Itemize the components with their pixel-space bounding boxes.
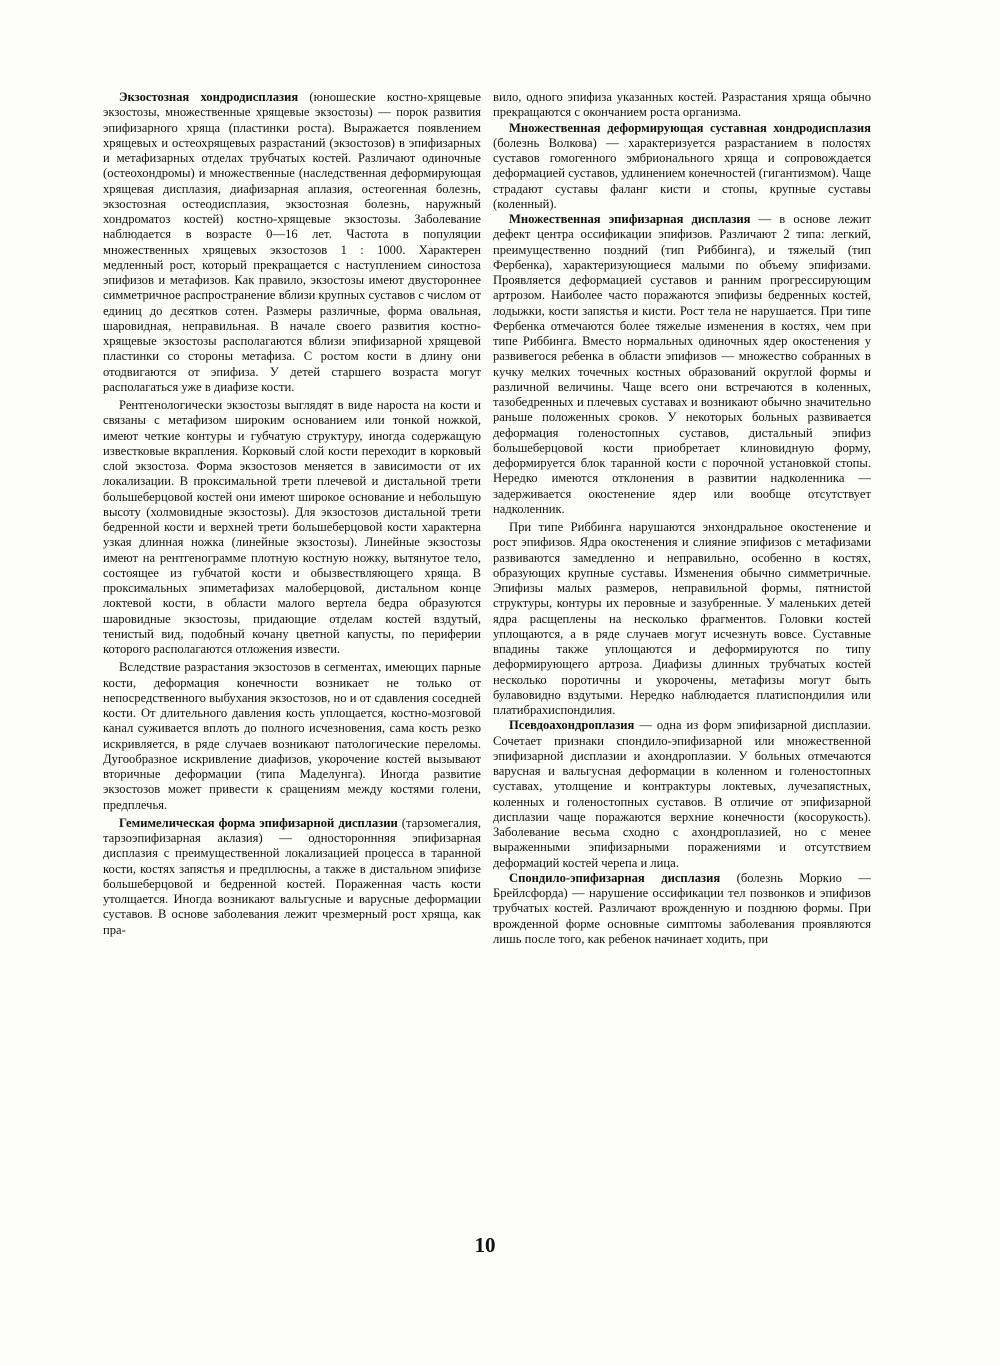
paragraph-text: (болезнь Моркио — Брейлсфорда) — нарушение оссификации тел позвонков и эпифизов трубчатых костей. Различают врожденную и позднюю формы. При врожденной форме основные симптомы заболевания проявляются лишь после того, как ребенок начинает ходить, при — [493, 870, 871, 946]
paragraph-text: — в основе лежит дефект центра оссификации эпифизов. Различают 2 типа: легкий, преимущественно поздний (тип Риббинга), и тяжелый (тип Фербенка), характеризующиеся малыми по объему эпифизами. Проявляется деформацией суставов и ранним прогрессирующим артрозом. Наиболее часто поражаются эпифизы бедренных костей, лодыжки, кости запястья и кисти. Рост тела не нарушается. При типе Фербенка отмечаются более тяжелые изменения в костях, чем при типе Риббинга. Вместо нормальных одиночных ядер окостенения у развивегося ребенка в области эпифизов — множество собранных в кучку мелких точечных костных образований округлой формы и различной величины. Чаще всего они встречаются в коленных, тазобедренных и плечевых суставах и возникают обычно значительно раньше положенных сроков. У некоторых больных развивается деформация голеностопных суставов, дистальный эпифиз большеберцовой кости приобретает клиновидную форму, деформируется блок таранной кости с порочной установкой стопы. Нередко имеются отклонения в развитии надколенника — задерживается окостенение ядер или вообще отсутствует надколенник. — [493, 212, 872, 516]
paragraph-continuation: вило, одного эпифиза указанных костей. Разрастания хряща обычно прекращаются с окончанием роста организма. — [493, 90, 871, 120]
paragraph-spondylo-epiphyseal-dysplasia — [493, 871, 871, 947]
paragraph-joint-chondrodysplasia — [493, 121, 871, 213]
paragraph-text: — одна из форм эпифизарной дисплазии. Сочетает признаки спондило-эпифизарной или множественной эпифизарной дисплазии и ахондроплазии. У больных отмечаются варусная и вальгусная деформации в коленном и голеностопных суставах, утолщение и контрактуры локтевых, лучезапястных, коленных и голеностопных суставов. В отличие от эпифизарной дисплазии чаще поражаются верхние конечности (косорукость). Заболевание весьма сходно с ахондроплазией, но с менее выраженными эпифизарными поражениями и отсутствием деформаций костей черепа и лица. — [493, 718, 871, 870]
paragraph-ribbing-type: При типе Риббинга нарушаются энхондральное окостенение и рост эпифизов. Ядра окостенения и слияние эпифизов с метафизами развиваются замедленно и неправильно, особенно в костях, образующих крупные суставы. Изменения обычно симметричные. Эпифизы малых размеров, неправильной формы, пятнистой структуры, контуры их перовные и зазубренные. У маленьких детей ядра расщеплены на несколько фрагментов. Головки костей уплощаются, а в ряде случаев могут исчезнуть вовсе. Суставные впадины также уплощаются и деформируются по типу деформирующего артроза. Диафизы длинных трубчатых костей несколько поротичны и укорочены, метафизы могут быть булавовидно вздутыми. Нередко наблюдается платиспондилия или платибрахиспондилия. — [493, 520, 871, 717]
left-column — [103, 90, 481, 938]
paragraph-hemimelic-form — [103, 816, 481, 938]
paragraph-pseudoachondroplasia — [493, 718, 871, 871]
paragraph-deformation: Вследствие разрастания экзостозов в сегментах, имеющих парные кости, деформация конечности возникает не только от непосредственного выбухания экзостозов, но и от сдавления соседней кости. От длительного давления кость уплощается, костно-мозговой канал суживается вплоть до полного исчезновения, сама кость резко искривляется, в ряде случаев возникают патологические переломы. Дугообразное искривление диафизов, укорочение костей вызывают вторичные деформации (типа Маделунга). Иногда развитие экзостозов может привести к сращениям между костями голени, предплечья. — [103, 660, 481, 812]
term-heading: Множественная деформирующая суставная хондродисплазия — [509, 120, 871, 135]
page-number: 10 — [474, 1233, 496, 1257]
paragraph-exostotic-chondrodysplasia — [103, 90, 481, 395]
term-heading: Спондило-эпифизарная дисплазия — [509, 870, 721, 885]
right-column — [493, 90, 871, 947]
term-heading: Гемимелическая форма эпифизарной дисплазии — [119, 815, 398, 830]
term-heading: Экзостозная хондродисплазия — [119, 90, 299, 104]
paragraph-multiple-epiphyseal-dysplasia — [493, 212, 871, 517]
term-heading: Множественная эпифизарная дисплазия — [509, 212, 751, 226]
paragraph-text: (тарзомегалия, тарзоэпифизарная аклазия) — одностороннняя эпифизарная дисплазия с преимущественной локализацией процесса в таранной кости, костях запястья и предплюсны, а также в дистальном эпифизе большеберцовой и бедренной костей. Пораженная часть кости утолщается. Иногда возникают вальгусные и варусные деформации суставов. В основе заболевания лежит чрезмерный рост хряща, как пра- — [103, 815, 482, 937]
paragraph-text: (болезнь Волкова) — характеризуется разрастанием в полостях суставов гомогенного эмбрионального хряща и сопровождается деформацией суставов, удлинением конечностей (гигантизмом). Чаще страдают суставы фаланг кисти и стопы, крупные суставы (коленный). — [493, 135, 871, 211]
paragraph-text: (юношеские костно-хрящевые экзостозы, множественные хрящевые экзостозы) — порок развития эпифизарного хряща (пластинки роста). Выражается появлением хрящевых и остеохрящевых разрастаний (экзостозов) в эпифизарных и метафизарных отделах трубчатых костей. Различают одиночные (остеохондромы) и множественные (наследственная деформирующая хрящевая дисплазия, диафизарная аплазия, остеогенная болезнь, экзостозная остеодисплазия, экзостозная болезнь, наружный хондроматоз костей) костно-хрящевые экзостозы. Заболевание наблюдается в возрасте 0—16 лет. Частота в популяции множественных хрящевых экзостозов 1 : 1000. Характерен медленный рост, который прекращается с наступлением синостоза эпифизов и метафизов. Как правило, экзостозы имеют двустороннее симметричное распространение вблизи крупных суставов с числом от единиц до десятков сотен. Размеры различные, форма овальная, шаровидная, неправильная. В начале своего развития костно-хрящевые экзостозы располагаются вблизи эпифизарной хрящевой пластинки со стороны метафиза. С ростом кости в длину они отодвигаются от эпифиза. У детей старшего возраста могут располагаться уже в диафизе кости. — [103, 90, 481, 394]
paragraph-radiology: Рентгенологически экзостозы выглядят в виде нароста на кости и связаны с метафизом широким основанием или тонкой ножкой, имеют четкие контуры и губчатую структуру, иногда содержащую известковые вкрапления. Корковый слой кости переходит в корковый слой экзостоза. Форма экзостозов меняется в зависимости от их локализации. В проксимальной трети плечевой и дистальной трети большеберцовой костей они имеют широкое основание и небольшую высоту (холмовидные экзостозы). Для экзостозов дистальной трети бедренной кости и верхней трети большеберцовой кости характерна узкая длинная ножка (линейные экзостозы). Линейные экзостозы имеют на рентгенограмме плотную костную ножку, вытянутое тело, состоящее из губчатой кости и обызвествляющего хряща. В проксимальных эпиметафизах малоберцовой, дистальном конце локтевой кости, в области малого вертела бедра образуются шаровидные экзостозы, придающие отделам костей вздутый, тенистый вид, подобный кочану цветной капусты, по периферии которого располагаются отложения извести. — [103, 398, 481, 656]
term-heading: Псевдоахондроплазия — [509, 718, 635, 733]
